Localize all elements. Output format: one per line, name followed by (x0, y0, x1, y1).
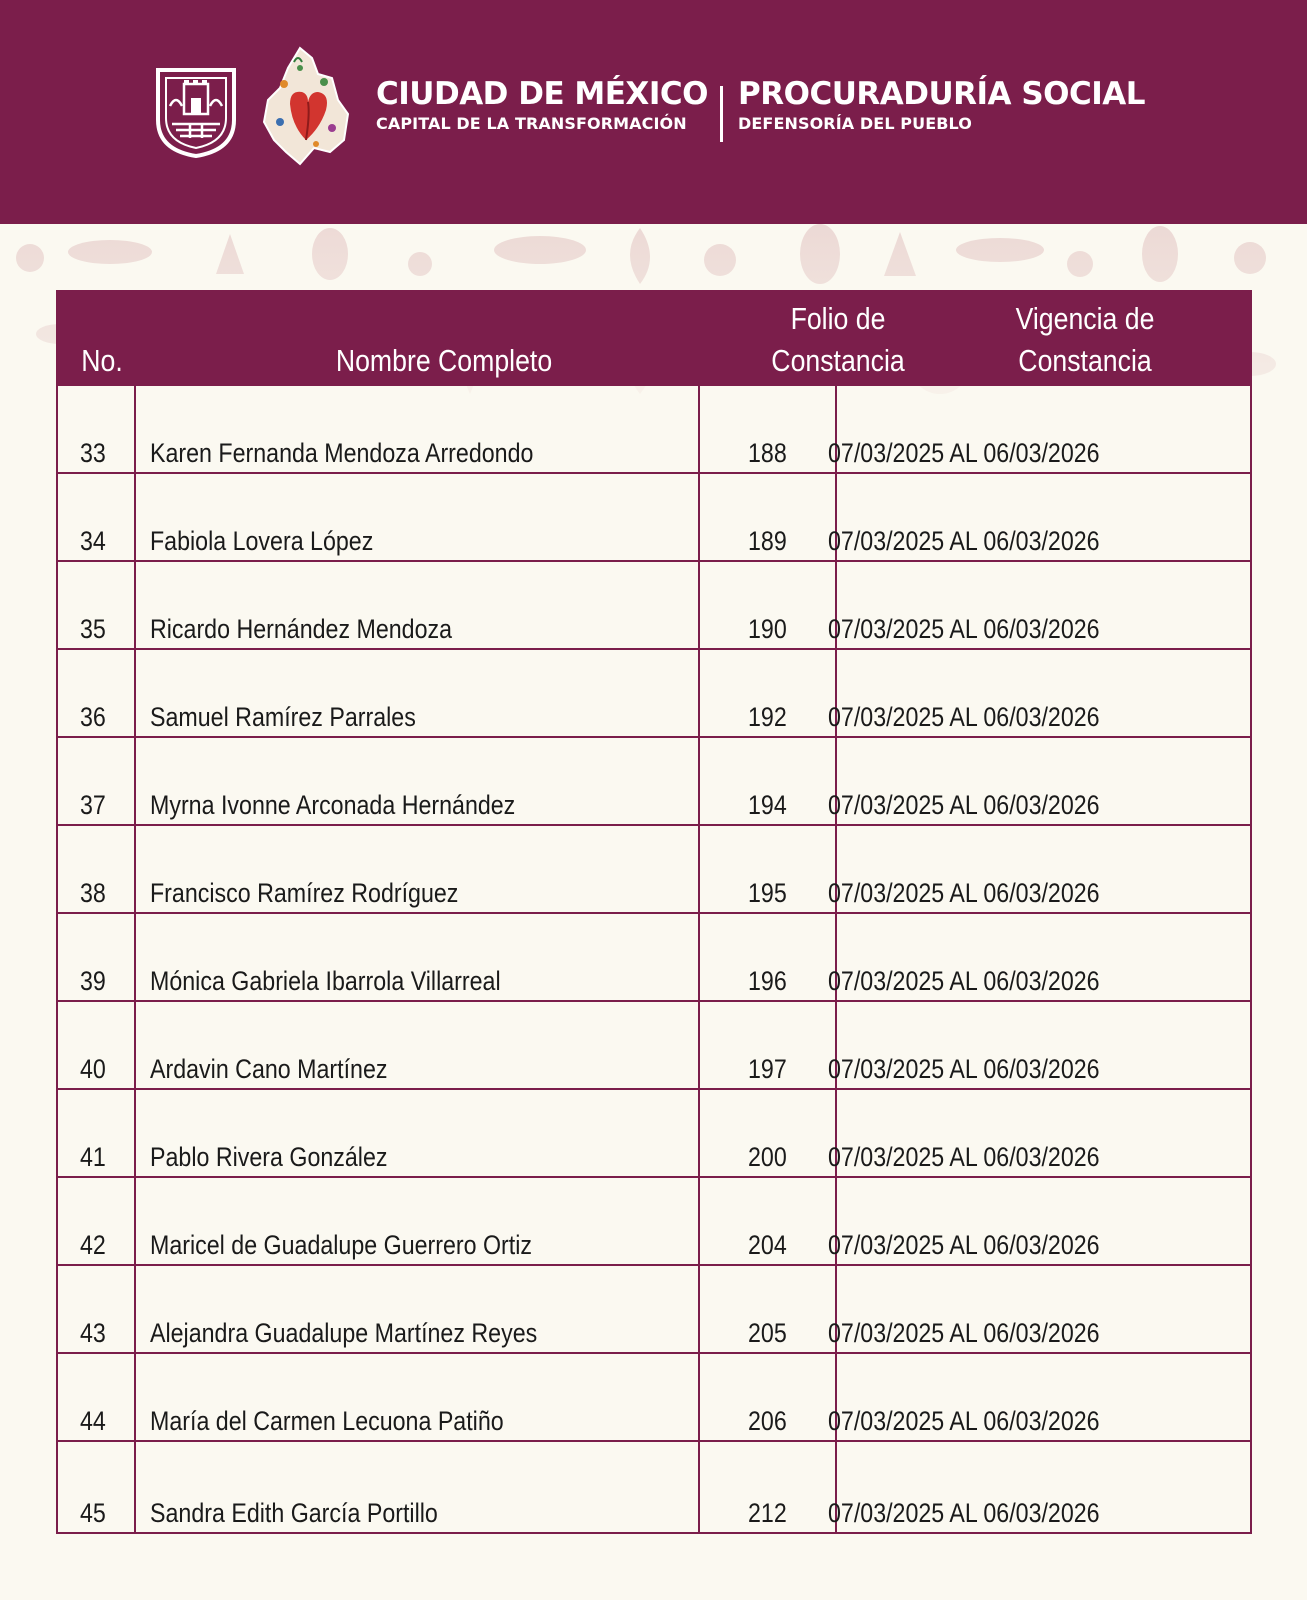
column-header-folio (709, 298, 967, 382)
cell-no: 42 (80, 1230, 106, 1260)
cell-no: 35 (80, 614, 106, 644)
cell-no: 41 (80, 1142, 106, 1172)
table-row (58, 1442, 1250, 1532)
column-header-name: Nombre Completo (335, 343, 553, 378)
cell-vigencia: 07/03/2025 AL 06/03/2026 (828, 1054, 1100, 1084)
cell-name: Fabiola Lovera López (150, 526, 374, 556)
cell-folio: 196 (748, 966, 787, 996)
header-divider (720, 86, 723, 142)
cell-folio: 192 (748, 702, 787, 732)
cell-folio: 212 (748, 1498, 787, 1528)
cell-no: 37 (80, 790, 106, 820)
table-row (58, 474, 1250, 562)
cell-no: 39 (80, 966, 106, 996)
cell-vigencia: 07/03/2025 AL 06/03/2026 (828, 1230, 1100, 1260)
cdmx-shield-logo (154, 66, 238, 160)
table-row (58, 650, 1250, 738)
cell-name: Myrna Ivonne Arconada Hernández (150, 790, 516, 820)
table-header (58, 292, 1250, 386)
constancias-table (56, 290, 1252, 1534)
cdmx-wordmark (376, 76, 708, 136)
table-row (58, 386, 1250, 474)
column-header-no: No. (81, 343, 123, 378)
column-header-folio-line1: Folio de (790, 301, 886, 336)
cell-vigencia: 07/03/2025 AL 06/03/2026 (828, 438, 1100, 468)
cell-folio: 197 (748, 1054, 787, 1084)
cell-name: Pablo Rivera González (150, 1142, 388, 1172)
cell-folio: 205 (748, 1318, 787, 1348)
cell-no: 44 (80, 1406, 106, 1436)
cell-vigencia: 07/03/2025 AL 06/03/2026 (828, 526, 1100, 556)
cell-vigencia: 07/03/2025 AL 06/03/2026 (828, 966, 1100, 996)
column-header-vigencia-line1: Vigencia de (1015, 301, 1155, 336)
cell-no: 33 (80, 438, 106, 468)
cell-folio: 204 (748, 1230, 787, 1260)
cell-vigencia: 07/03/2025 AL 06/03/2026 (828, 790, 1100, 820)
cell-no: 36 (80, 702, 106, 732)
table-row (58, 826, 1250, 914)
org-right-title: PROCURADURÍA SOCIAL (738, 76, 1146, 112)
cell-name: Ricardo Hernández Mendoza (150, 614, 453, 644)
column-header-vigencia (969, 298, 1201, 382)
cell-no: 38 (80, 878, 106, 908)
page-header (0, 0, 1307, 224)
cell-name: Alejandra Guadalupe Martínez Reyes (150, 1318, 538, 1348)
cell-vigencia: 07/03/2025 AL 06/03/2026 (828, 614, 1100, 644)
table-row (58, 1354, 1250, 1442)
cell-vigencia: 07/03/2025 AL 06/03/2026 (828, 878, 1100, 908)
cell-folio: 206 (748, 1406, 787, 1436)
cell-folio: 188 (748, 438, 787, 468)
cell-folio: 200 (748, 1142, 787, 1172)
org-left-subtitle: CAPITAL DE LA TRANSFORMACIÓN (376, 114, 687, 133)
cell-no: 34 (80, 526, 106, 556)
cell-no: 43 (80, 1318, 106, 1348)
org-left-title: CIUDAD DE MÉXICO (376, 76, 708, 112)
cell-name: Ardavin Cano Martínez (150, 1054, 388, 1084)
cell-vigencia: 07/03/2025 AL 06/03/2026 (828, 1406, 1100, 1436)
table-row (58, 914, 1250, 1002)
cell-vigencia: 07/03/2025 AL 06/03/2026 (828, 1498, 1100, 1528)
table-row (58, 1002, 1250, 1090)
cell-folio: 194 (748, 790, 787, 820)
cell-folio: 195 (748, 878, 787, 908)
table-row (58, 562, 1250, 650)
cell-vigencia: 07/03/2025 AL 06/03/2026 (828, 1142, 1100, 1172)
cell-vigencia: 07/03/2025 AL 06/03/2026 (828, 702, 1100, 732)
cell-name: María del Carmen Lecuona Patiño (150, 1406, 504, 1436)
cell-name: Karen Fernanda Mendoza Arredondo (150, 438, 534, 468)
cell-name: Francisco Ramírez Rodríguez (150, 878, 459, 908)
cell-no: 45 (80, 1498, 106, 1528)
cell-folio: 190 (748, 614, 787, 644)
cell-folio: 189 (748, 526, 787, 556)
column-header-folio-line2: Constancia (771, 343, 905, 378)
column-header-vigencia-line2: Constancia (1018, 343, 1152, 378)
cell-name: Maricel de Guadalupe Guerrero Ortiz (150, 1230, 533, 1260)
cdmx-heart-map-logo (260, 44, 354, 168)
table-row (58, 1178, 1250, 1266)
cell-name: Samuel Ramírez Parrales (150, 702, 416, 732)
table-row (58, 1090, 1250, 1178)
procuraduria-wordmark (738, 76, 1145, 136)
table-row (58, 738, 1250, 826)
cell-no: 40 (80, 1054, 106, 1084)
org-right-subtitle: DEFENSORÍA DEL PUEBLO (738, 114, 972, 133)
cell-name: Mónica Gabriela Ibarrola Villarreal (150, 966, 501, 996)
cell-vigencia: 07/03/2025 AL 06/03/2026 (828, 1318, 1100, 1348)
cell-name: Sandra Edith García Portillo (150, 1498, 438, 1528)
table-row (58, 1266, 1250, 1354)
